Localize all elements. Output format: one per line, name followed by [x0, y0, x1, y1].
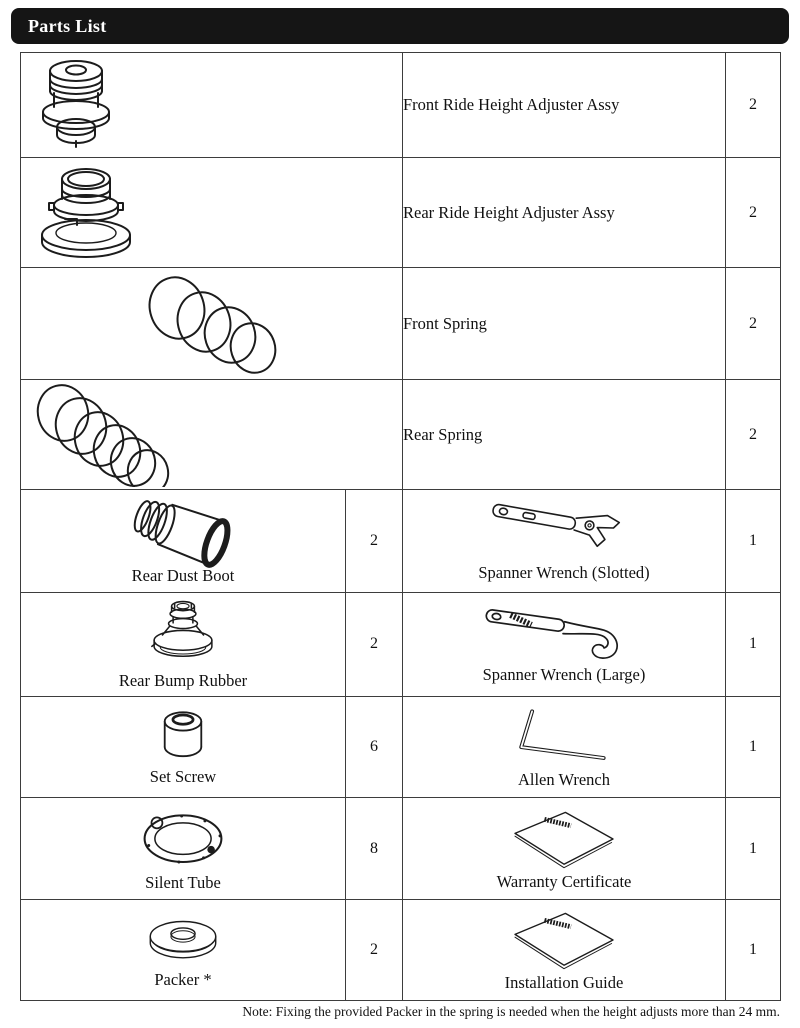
silent-tube-image [108, 803, 258, 875]
part-cell [21, 900, 346, 1001]
rear-bump-rubber-image [118, 597, 248, 673]
part-qty: 1 [726, 900, 781, 1001]
part-qty: 2 [346, 900, 403, 1001]
table-row [21, 900, 781, 1001]
rear-spring-image [21, 383, 191, 487]
table-row [21, 798, 781, 900]
part-image-cell [21, 268, 403, 380]
part-name: Spanner Wrench (Large) [482, 664, 646, 684]
part-image-cell [21, 158, 403, 268]
front-spring-image [127, 272, 297, 376]
part-cell [403, 798, 726, 900]
parts-table [20, 52, 781, 1001]
part-qty: 1 [726, 697, 781, 798]
part-name: Packer * [154, 970, 212, 990]
part-name: Front Ride Height Adjuster Assy [403, 53, 726, 158]
part-cell [403, 697, 726, 798]
allen-wrench-image [479, 702, 649, 772]
part-cell [21, 592, 346, 697]
set-screw-image [143, 705, 223, 769]
table-row [21, 53, 781, 158]
table-row [21, 697, 781, 798]
part-image-cell [21, 380, 403, 490]
part-name: Installation Guide [504, 973, 624, 993]
part-name: Rear Spring [403, 380, 726, 490]
front-ride-height-adjuster-image [21, 57, 131, 153]
part-name: Warranty Certificate [496, 871, 632, 891]
footnote: Note: Fixing the provided Packer in the spring is needed when the height adjusts more than 24 mm. [242, 1004, 780, 1019]
part-qty: 1 [726, 592, 781, 697]
part-qty: 2 [346, 490, 403, 593]
part-qty: 2 [726, 380, 781, 490]
part-name: Allen Wrench [517, 770, 611, 790]
installation-guide-image [484, 905, 644, 975]
spanner-wrench-slotted-image [464, 497, 664, 565]
packer-image [118, 908, 248, 972]
part-qty: 8 [346, 798, 403, 900]
table-row [21, 592, 781, 697]
part-qty: 1 [726, 798, 781, 900]
part-cell [21, 490, 346, 593]
part-name: Silent Tube [145, 872, 221, 892]
part-cell [21, 697, 346, 798]
part-name: Spanner Wrench (Slotted) [478, 563, 650, 582]
part-cell [403, 490, 726, 593]
part-qty: 2 [346, 592, 403, 697]
table-row [21, 268, 781, 380]
part-qty: 6 [346, 697, 403, 798]
table-row [21, 380, 781, 490]
rear-dust-boot-image [108, 494, 258, 568]
part-name: Rear Dust Boot [131, 566, 235, 585]
part-cell [403, 592, 726, 697]
page-title: Parts List [28, 15, 107, 36]
part-cell [403, 900, 726, 1001]
part-name: Rear Ride Height Adjuster Assy [403, 158, 726, 268]
part-qty: 2 [726, 53, 781, 158]
section-header [11, 8, 789, 44]
part-image-cell [21, 53, 403, 158]
part-cell [21, 798, 346, 900]
rear-ride-height-adjuster-image [21, 163, 151, 263]
part-name: Rear Bump Rubber [118, 670, 248, 690]
part-qty: 1 [726, 490, 781, 593]
spanner-wrench-large-image [464, 603, 664, 667]
warranty-certificate-image [484, 804, 644, 874]
table-row [21, 158, 781, 268]
table-row [21, 490, 781, 593]
part-qty: 2 [726, 268, 781, 380]
part-name: Set Screw [149, 767, 217, 787]
part-name: Front Spring [403, 268, 726, 380]
part-qty: 2 [726, 158, 781, 268]
